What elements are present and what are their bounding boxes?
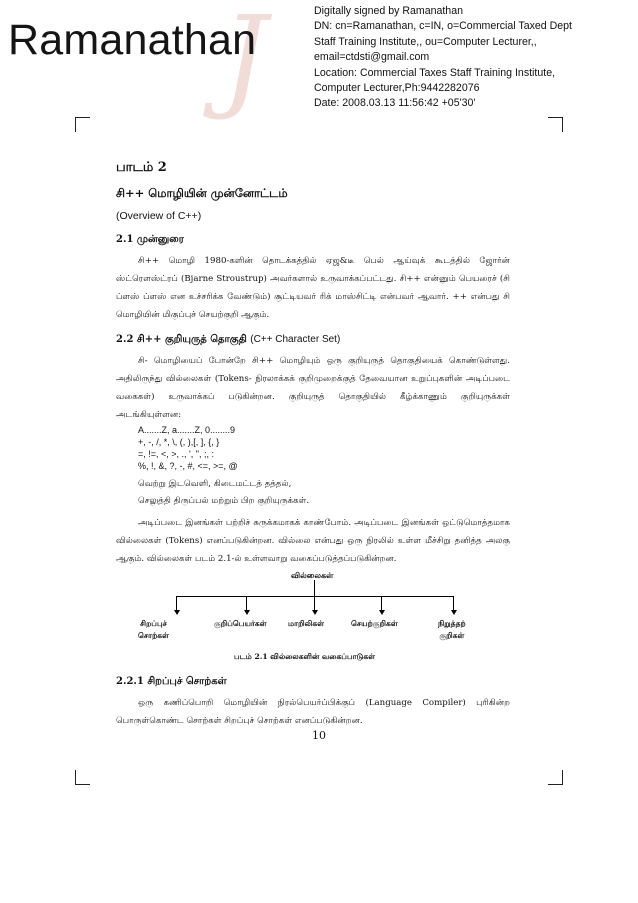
page-number: 10 xyxy=(312,729,326,742)
chapter-subtitle: (Overview of C++) xyxy=(116,210,202,222)
diagram-root-connector xyxy=(314,580,315,596)
character-set-line: %, !, &, ?, -, #, <=, >=, @ xyxy=(138,461,238,471)
diagram-arrow xyxy=(246,596,247,611)
whitespace-line: வெற்று இடவெளி, கிடைமட்டத் தத்தல், xyxy=(138,479,292,489)
signature-detail-line: email=ctdsti@gmail.com xyxy=(314,51,430,64)
signature-detail-line: Location: Commercial Taxes Staff Training Institute, xyxy=(314,66,556,79)
diagram-caption: படம் 2.1 வில்லைகளின் வகைப்பாடுகள் xyxy=(234,652,376,661)
diagram-leaf-keywords: சிறப்புச் சொற்கள் xyxy=(138,619,169,640)
section-heading-2-2-english: (C++ Character Set) xyxy=(250,334,341,345)
lesson-number: பாடம் 2 xyxy=(116,160,167,175)
character-set-line: =, !=, <, >, ., ', ", ;, : xyxy=(138,449,214,459)
signature-detail-line: Date: 2008.03.13 11:56:42 +05'30' xyxy=(314,97,476,110)
chapter-title: சி++ மொழியின் முன்னோட்டம் xyxy=(116,186,288,200)
crop-mark-bottom-left xyxy=(75,770,90,785)
character-set-list xyxy=(138,424,510,472)
section-heading-2-2 xyxy=(116,334,510,346)
signature-watermark: J xyxy=(222,0,267,123)
signature-name: Ramanathan xyxy=(8,16,257,64)
section-2-2-paragraph-1: சி- மொழியைப் போன்றே சி++ மொழியும் ஒரு குறியுருத் தொகுதியைக் கொண்டுள்ளது. அதிலிருந்து வில்லைகள் (Tokens- நிரலாக்கக் குறிமுறைக்குத் தேவையான உறுப்புகளின் அடிப்படை வகைகள்) உருவாக்கப் படுகின்றன. குறியுருத் தொகுதியில் கீழ்க்காணும் குறியுருக்கள் அடங்கியுள்ளன: xyxy=(116,356,510,420)
section-2-2-paragraph-2: அடிப்படை இனங்கள் பற்றிச் சுருக்கமாகக் காண்போம். அடிப்படை இனங்கள் ஒட்டுமொத்தமாக வில்லைகள் (Tokens) எனப்படுகின்றன. வில்லை என்பது ஒரு நிரலில் உள்ள மீச்சிறு தனித்த அலகு ஆகும். வில்லைகள் படம் 2.1-ல் உள்ளவாறு வகைப்படுத்தப்படுகின்றன. xyxy=(116,518,510,564)
crop-mark-top-right xyxy=(548,117,563,132)
section-heading-2-2-1: 2.2.1 சிறப்புச் சொற்கள் xyxy=(116,676,227,687)
diagram-root-label: வில்லைகள் xyxy=(291,570,334,580)
section-heading-2-2-tamil: 2.2 சி++ குறியுருத் தொகுதி xyxy=(116,334,247,345)
section-2-1-paragraph: சி++ மொழி 1980-களின் தொடக்கத்தில் ஏஜ&டீ பெல் ஆய்வுக் கூடத்தில் ஜோர்ன் ஸ்ட்ரௌஸ்ட்ரப் (Bjarne Stroustrup) அவர்களால் உருவாக்கப்பட்டது. சி++ என்னும் பெயரைச் (சி ப்ளஸ் ப்ளஸ் என உச்சரிக்க வேண்டும்) சூட்டியவர் ரிக் மாஸ்சிட்டி என்பவர் ஆவார். ++ என்பது சி மொழியின் மிகுப்புச் செயற்குறி ஆகும். xyxy=(116,256,510,320)
crop-mark-bottom-right xyxy=(548,770,563,785)
tokens-classification-diagram xyxy=(116,570,510,666)
signature-detail-line: Digitally signed by Ramanathan xyxy=(314,5,463,17)
section-heading-2-1: 2.1 முன்னுரை xyxy=(116,234,184,245)
signature-detail-line: Staff Training Institute,, ou=Computer Lecturer,, xyxy=(314,35,537,48)
diagram-arrow xyxy=(314,596,315,611)
page-content xyxy=(116,160,510,730)
signature-detail-line: DN: cn=Ramanathan, c=IN, o=Commercial Taxed Dept xyxy=(314,20,572,33)
whitespace-line: செலுத்தி திருப்பல் மற்றும் பிற குறியுருக்கள். xyxy=(138,496,310,506)
character-set-line: A.......Z, a.......Z, 0........9 xyxy=(138,425,236,435)
diagram-leaf-identifiers: குறிப்பெயர்கள் xyxy=(214,619,267,628)
diagram-arrow xyxy=(381,596,382,611)
diagram-leaf-operators: செயற்குறிகள் xyxy=(351,619,398,628)
crop-mark-top-left xyxy=(75,117,90,132)
signature-details xyxy=(314,4,634,112)
whitespace-characters xyxy=(138,476,510,510)
diagram-leaf-constants: மாறிலிகள் xyxy=(288,619,325,628)
diagram-leaf-punctuators: நிறுத்தற் குறிகள் xyxy=(438,619,466,640)
character-set-line: +, -, /, *, \, (, ),[, ], {, } xyxy=(138,437,220,447)
diagram-arrow xyxy=(176,596,177,611)
diagram-arrow xyxy=(453,596,454,611)
section-2-2-1-paragraph: ஒரு கணிப்பொறி மொழியின் நிரல்பெயர்ப்பிக்குப் (Language Compiler) புரிகின்ற பொருள்கொண்ட சொற்கள் சிறப்புச் சொற்கள் எனப்படுகின்றன. xyxy=(116,698,510,726)
signature-detail-line: Computer Lecturer,Ph:9442282076 xyxy=(314,82,480,95)
